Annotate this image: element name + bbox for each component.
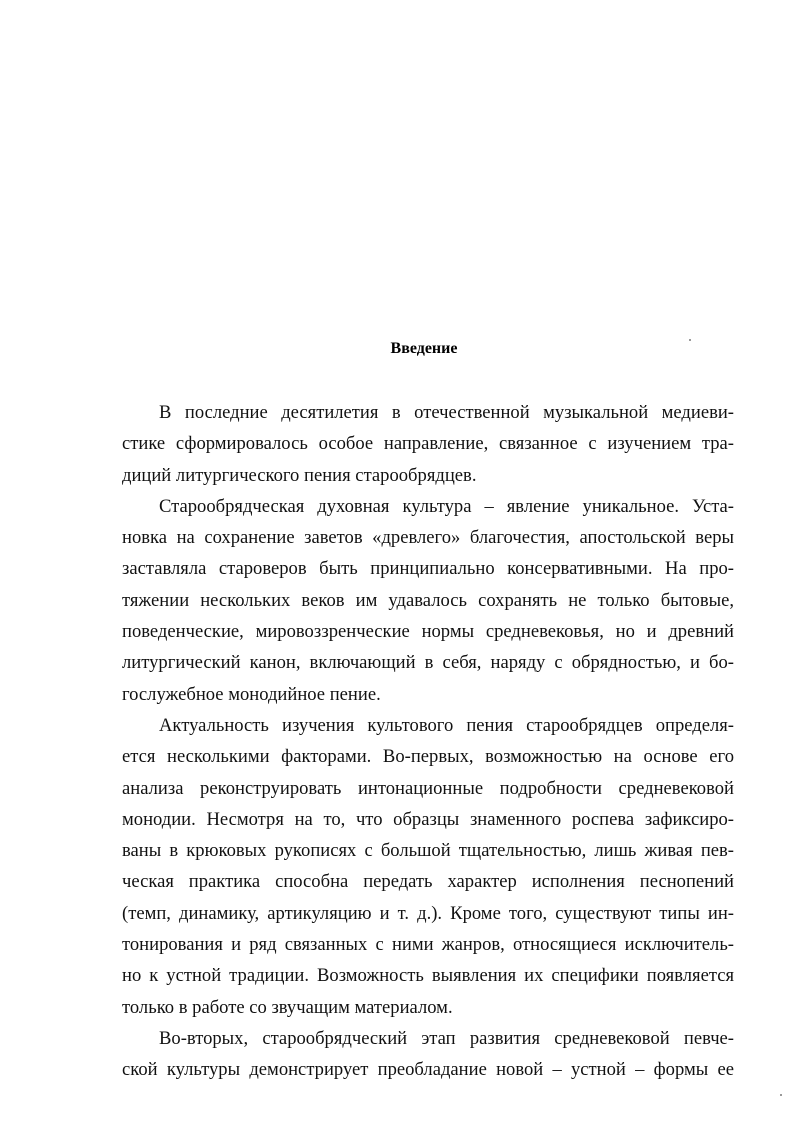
scan-speck xyxy=(780,1094,782,1096)
text-line: Старообрядческая духовная культура – явление уникальное. Уста- xyxy=(159,495,734,517)
text-line: заставляла староверов быть принципиально консервативными. На про- xyxy=(122,558,734,580)
section-heading: Введение xyxy=(390,340,458,357)
text-line: ческая практика способна передать характер исполнения песнопений xyxy=(122,871,734,893)
text-line: тяжении нескольких веков им удавалось сохранять не только бытовые, xyxy=(122,589,734,611)
text-line: гослужебное монодийное пение. xyxy=(122,683,381,705)
text-line: ется несколькими факторами. Во-первых, возможностью на основе его xyxy=(122,746,734,768)
text-line: Во-вторых, старообрядческий этап развития средневековой певче- xyxy=(159,1027,734,1049)
text-line: В последние десятилетия в отечественной музыкальной медиеви- xyxy=(159,402,734,423)
text-line: (темп, динамику, артикуляцию и т. д.). Кроме того, существуют типы ин- xyxy=(122,902,734,924)
text-line: ской культуры демонстрирует преобладание новой – устной – формы ее xyxy=(122,1059,734,1081)
text-line: ваны в крюковых рукописях с большой тщательностью, лишь живая пев- xyxy=(122,840,734,862)
text-line: анализа реконструировать интонационные подробности средневековой xyxy=(122,777,734,799)
text-line: только в работе со звучащим материалом. xyxy=(122,996,453,1018)
text-line: тонирования и ряд связанных с ними жанров, относящиеся исключитель- xyxy=(122,934,734,956)
text-line: монодии. Несмотря на то, что образцы знаменного роспева зафиксиро- xyxy=(122,808,734,830)
text-line: поведенческие, мировоззренческие нормы средневековья, но и древний xyxy=(122,621,734,643)
text-line: Актуальность изучения культового пения старообрядцев определя- xyxy=(159,714,734,736)
body-text xyxy=(122,397,734,1086)
text-line: литургический канон, включающий в себя, наряду с обрядностью, и бо- xyxy=(122,652,734,674)
text-line: стике сформировалось особое направление, связанное с изучением тра- xyxy=(122,433,734,455)
text-line: диций литургического пения старообрядцев. xyxy=(122,464,477,486)
text-line: но к устной традиции. Возможность выявления их специфики появляется xyxy=(122,965,734,987)
text-line: новка на сохранение заветов «древлего» благочестия, апостольской веры xyxy=(122,527,734,549)
